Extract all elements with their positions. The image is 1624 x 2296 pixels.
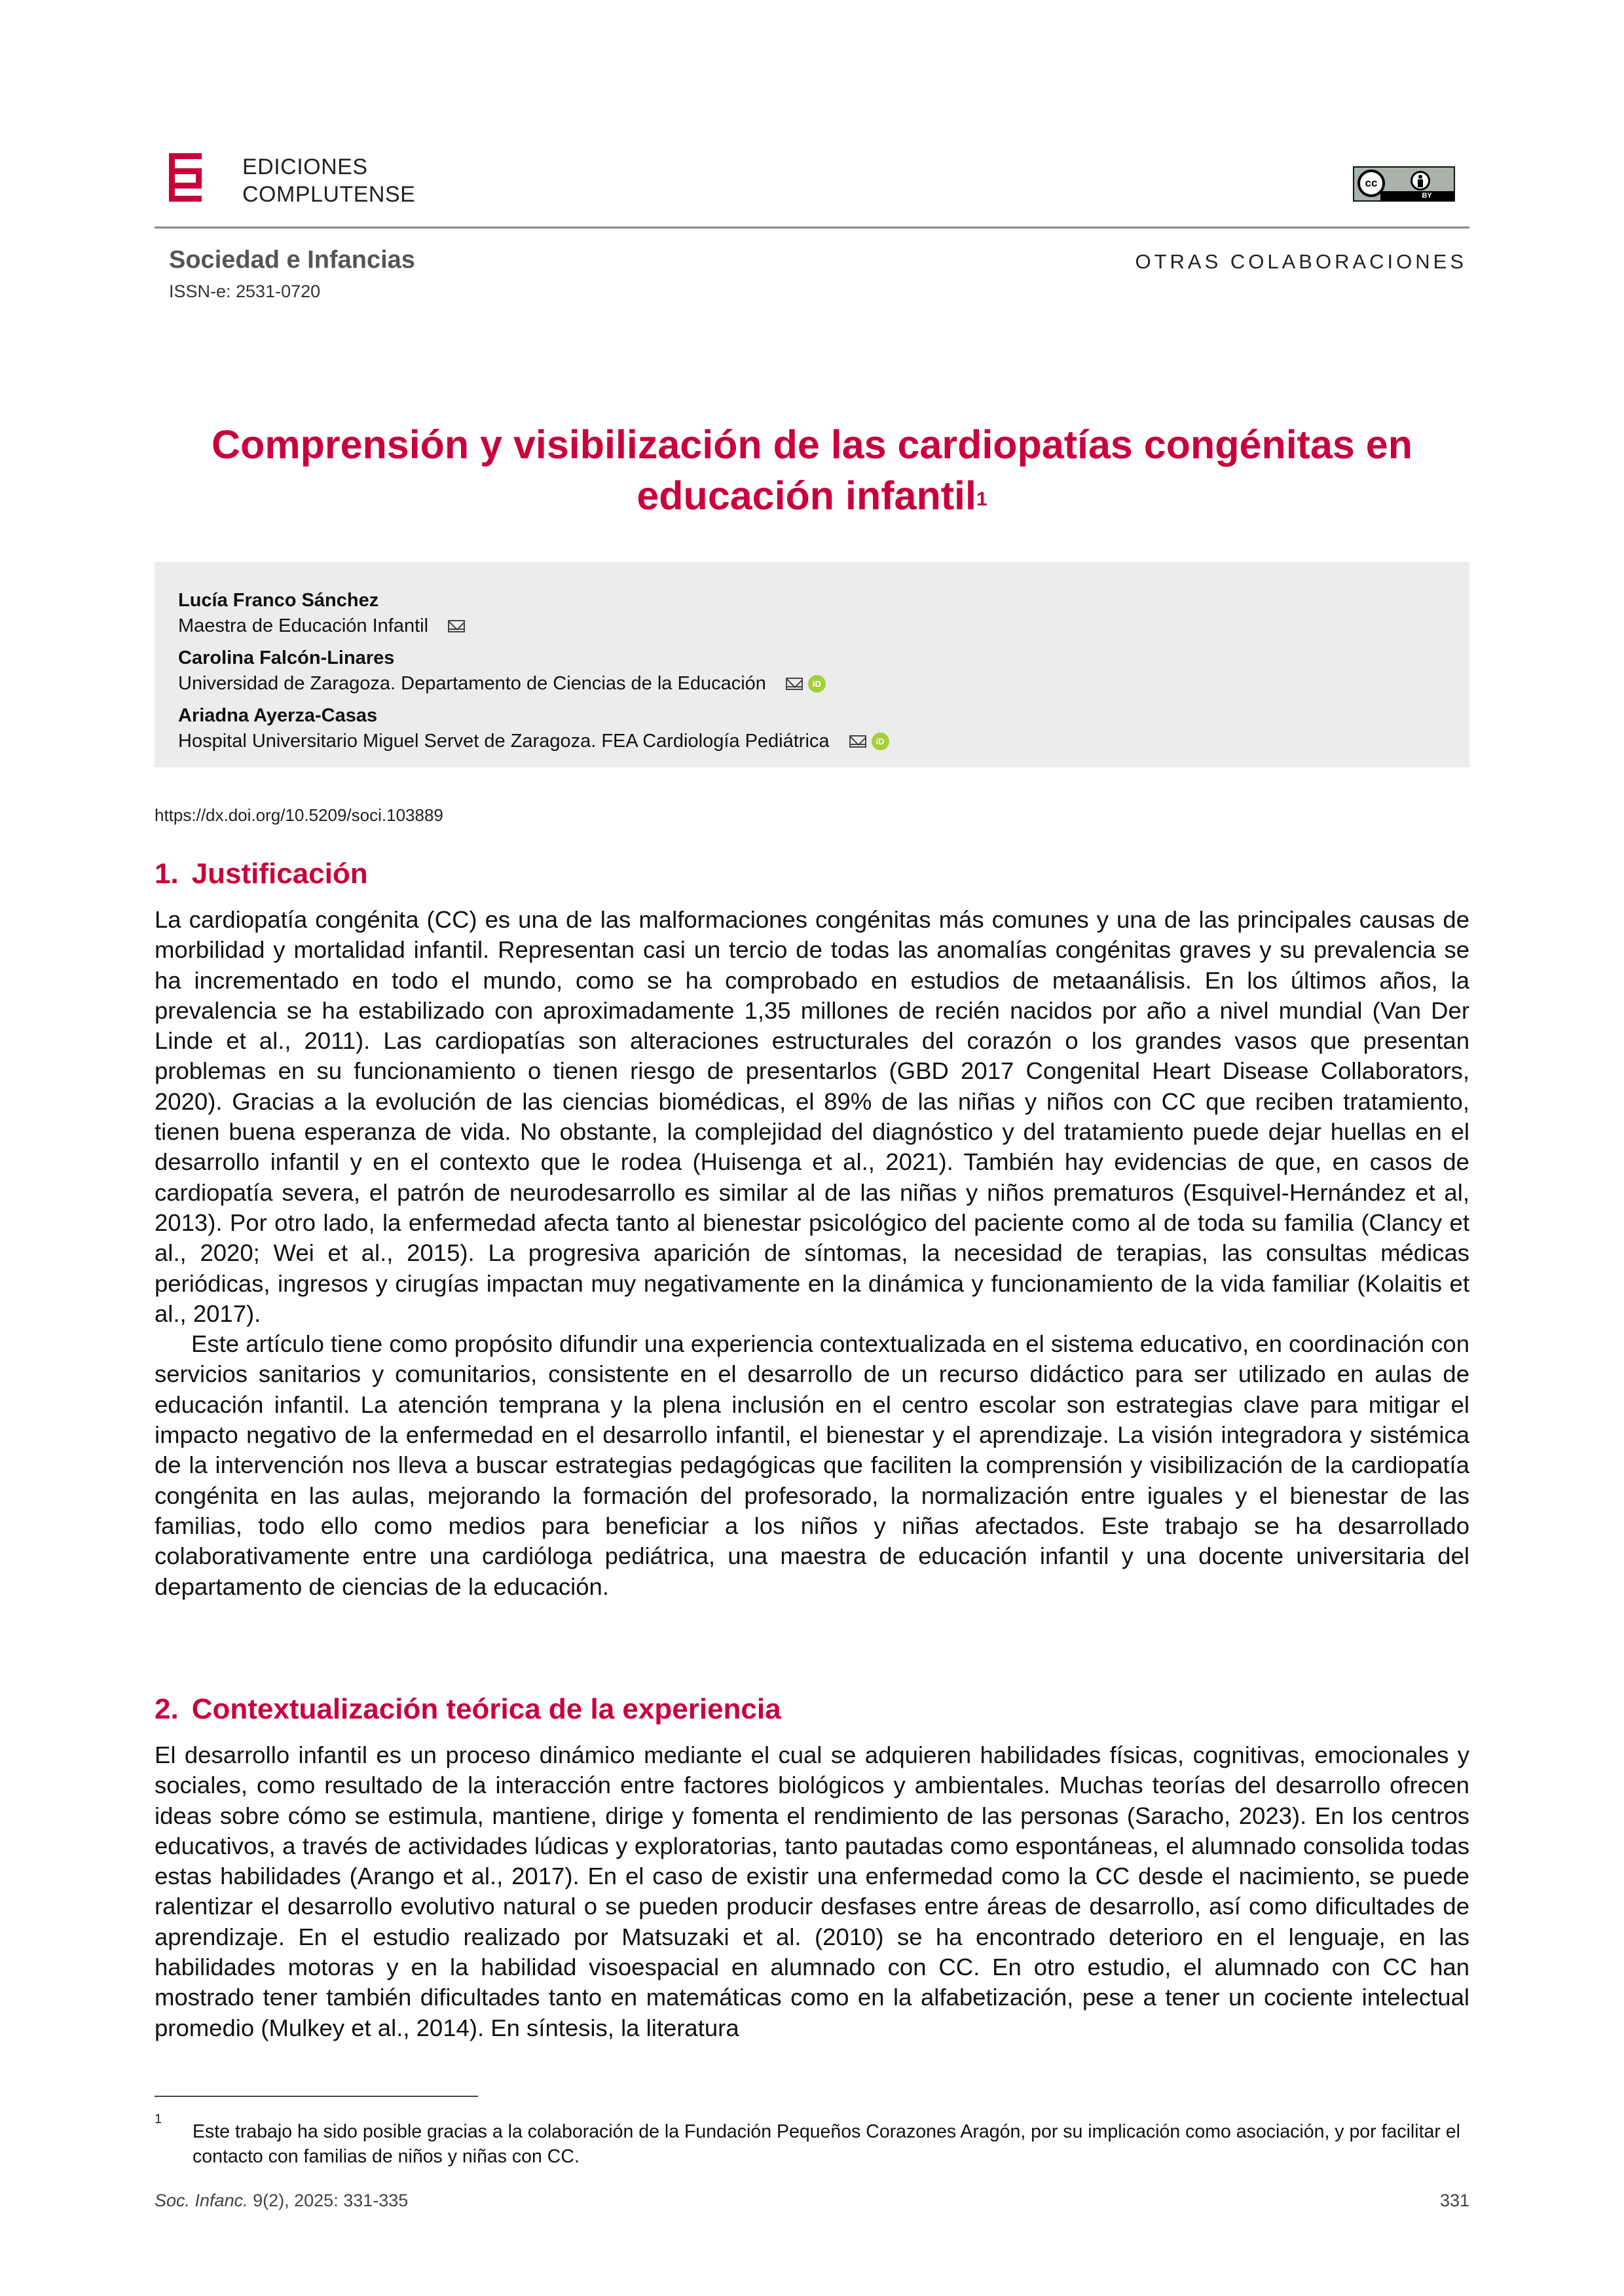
page-header <box>169 153 1475 228</box>
paragraph: La cardiopatía congénita (CC) es una de las malformaciones congénitas más comunes y una de las principales causas de morbilidad y mortalidad infantil. Representan casi un tercio de todas las anomalías congénitas graves y su prevalencia se ha incrementado en todo el mundo, como se ha comprobado en estudios de metaanálisis. En los últimos años, la prevalencia se ha estabilizado con aproximadamente 1,35 millones de recién nacidos por año a nivel mundial (Van Der Linde et al., 2011). Las cardiopatías son alteraciones estructurales del corazón o los grandes vasos que presentan problemas en su funcionamiento o tienen riesgo de presentarlos (GBD 2017 Congenital Heart Disease Collaborators, 2020). Gracias a la evolución de las ciencias biomédicas, el 89% de las niñas y niños con CC que reciben tratamiento, tienen buena esperanza de vida. No obstante, la complejidad del diagnóstico y del tratamiento puede dejar huellas en el desarrollo infantil y en el contexto que le rodea (Huisenga et al., 2021). También hay evidencias de que, en casos de cardiopatía severa, el patrón de neurodesarrollo es similar al de las niñas y niños prematuros (Esquivel-Hernández et al, 2013). Por otro lado, la enfermedad afecta tanto al bienestar psicológico del paciente como al de toda su familia (Clancy et al., 2020; Wei et al., 2015). La progresiva aparición de síntomas, la necesidad de terapias, las consultas médicas periódicas, ingresos y cirugías impactan muy negativamente en la dinámica y funcionamiento de la vida familiar (Kolaitis et al., 2017). <box>155 906 1469 1327</box>
journal-abbreviation: Soc. Infanc. <box>155 2191 248 2210</box>
article-title <box>155 419 1469 521</box>
orcid-icon[interactable]: iD <box>872 733 889 750</box>
envelope-icon[interactable] <box>849 735 866 748</box>
publisher-line-1: EDICIONES <box>242 155 368 179</box>
publisher-line-2: COMPLUTENSE <box>242 182 416 207</box>
header-divider <box>155 227 1469 228</box>
journal-name: Sociedad e Infancias <box>169 246 415 274</box>
author-affiliation <box>178 613 1446 639</box>
author-affiliation <box>178 728 1446 754</box>
section-heading-1 <box>155 858 368 890</box>
creative-commons-icon: cc <box>1357 170 1385 197</box>
citation-footer <box>155 2191 408 2211</box>
citation-details: 9(2), 2025: 331-335 <box>253 2191 409 2210</box>
journal-issn: ISSN-e: 2531-0720 <box>169 282 321 301</box>
section-label: OTRAS COLABORACIONES <box>1135 250 1467 273</box>
author-name: Ariadna Ayerza-Casas <box>178 705 378 726</box>
publisher-name <box>242 153 415 208</box>
article-title-text: Comprensión y visibilización de las cardiopatías congénitas en educación infantil <box>212 422 1412 518</box>
footnote-text: Este trabajo ha sido posible gracias a la colaboración de la Fundación Pequeños Corazones Aragón, por su implicación como asociación, y por facilitar el contacto con familias de niños y niñas con CC. <box>193 2121 1460 2167</box>
authors-panel <box>155 562 1469 767</box>
orcid-icon[interactable]: iD <box>808 675 826 693</box>
affiliation-text: Universidad de Zaragoza. Departamento de Ciencias de la Educación <box>178 673 766 694</box>
affiliation-text: Hospital Universitario Miguel Servet de Zaragoza. FEA Cardiología Pediátrica <box>178 731 830 752</box>
paragraph: Este artículo tiene como propósito difundir una experiencia contextualizada en el sistema educativo, en coordinación con servicios sanitarios y comunitarios, consistente en el desarrollo de un recurso didáctico para ser utilizado en aulas de educación infantil. La atención temprana y la plena inclusión en el centro escolar son estrategias clave para mitigar el impacto negativo de la enfermedad en el desarrollo infantil, el bienestar y el aprendizaje. La visión integradora y sistémica de la intervención nos lleva a buscar estrategias pedagógicas que faciliten la comprensión y visibilización de la cardiopatía congénita en las aulas, mejorando la formación del profesorado, la normalización entre iguales y el bienestar de las familias, todo ello como medios para beneficiar a los niños y niñas afectados. Este trabajo se ha desarrollado colaborativamente entre una cardióloga pediátrica, una maestra de educación infantil y una docente universitaria del departamento de ciencias de la educación. <box>155 1330 1469 1600</box>
license-by-label: BY <box>1380 191 1454 200</box>
footnote-mark: 1 <box>155 2112 162 2126</box>
section-number: 1. <box>155 858 179 890</box>
ediciones-complutense-logo-icon <box>169 153 202 202</box>
footnote-divider <box>155 2096 478 2097</box>
section-number: 2. <box>155 1693 179 1725</box>
doi-link[interactable]: https://dx.doi.org/10.5209/soci.103889 <box>155 805 443 825</box>
section-1-body <box>155 905 1469 1602</box>
section-title: Justificación <box>191 858 368 890</box>
envelope-icon[interactable] <box>448 620 465 632</box>
page-number: 331 <box>1439 2191 1469 2210</box>
author-entry <box>178 703 1446 754</box>
attribution-person-icon <box>1411 171 1430 191</box>
author-entry <box>178 588 1446 639</box>
section-2-body <box>155 1740 1469 2043</box>
author-name: Lucía Franco Sánchez <box>178 590 379 611</box>
envelope-icon[interactable] <box>786 678 803 690</box>
author-name: Carolina Falcón-Linares <box>178 647 395 668</box>
title-footnote-mark[interactable]: 1 <box>976 488 987 510</box>
author-entry <box>178 646 1446 697</box>
author-affiliation <box>178 670 1446 697</box>
section-title: Contextualización teórica de la experiencia <box>191 1693 781 1725</box>
cc-by-license-badge[interactable] <box>1353 166 1455 202</box>
paragraph: El desarrollo infantil es un proceso dinámico mediante el cual se adquieren habilidades físicas, cognitivas, emocionales y sociales, como resultado de la interacción entre factores biológicos y ambientales. Muchas teorías del desarrollo ofrecen ideas sobre cómo se estimula, mantiene, dirige y fomenta el rendimiento de las personas (Saracho, 2023). En los centros educativos, a través de actividades lúdicas y exploratorias, tanto pautadas como espontáneas, el alumnado consolida todas estas habilidades (Arango et al., 2017). En el caso de existir una enfermedad como la CC desde el nacimiento, se puede ralentizar el desarrollo evolutivo natural o se pueden producir desfases entre áreas de desarrollo, así como dificultades de aprendizaje. En el estudio realizado por Matsuzaki et al. (2010) se ha encontrado deterioro en el lenguaje, en las habilidades motoras y en la habilidad visoespacial en alumnado con CC. En otro estudio, el alumnado con CC han mostrado tener también dificultades tanto en matemáticas como en la alfabetización, pese a tener un cociente intelectual promedio (Mulkey et al., 2014). En síntesis, la literatura <box>155 1741 1469 2041</box>
affiliation-text: Maestra de Educación Infantil <box>178 615 429 636</box>
section-heading-2 <box>155 1693 781 1726</box>
